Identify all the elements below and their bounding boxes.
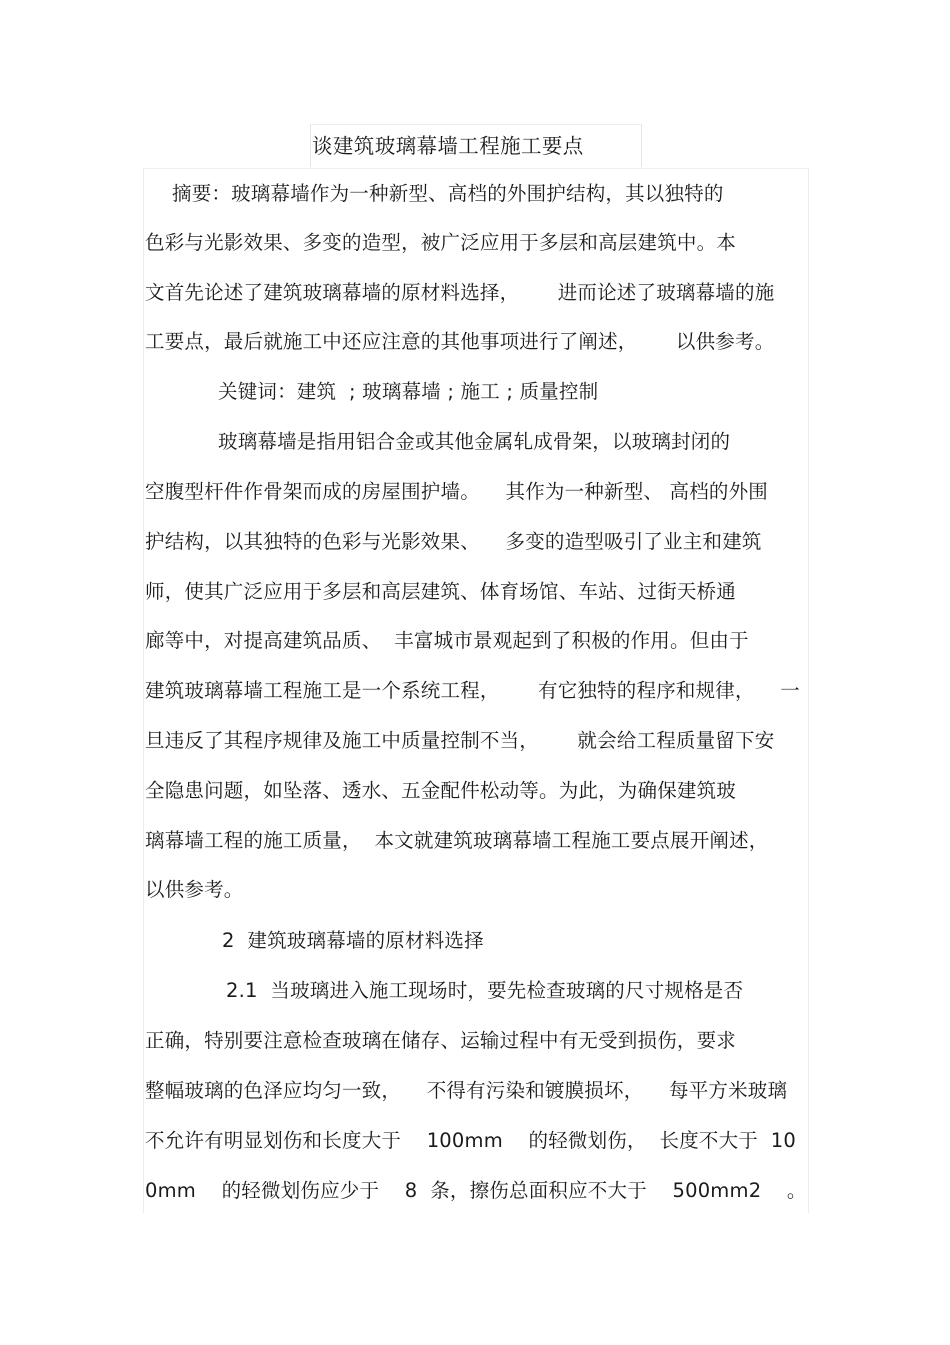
keywords-line: 关键词：建筑 ; 玻璃幕墙 ; 施工 ; 质量控制 xyxy=(218,380,599,403)
abstract-line: 文首先论述了建筑玻璃幕墙的原材料选择， 进而论述了玻璃幕墙的施 xyxy=(145,281,775,304)
paragraph-line: 护结构，以其独特的色彩与光影效果、 多变的造型吸引了业主和建筑 xyxy=(145,530,762,553)
paragraph-line: 师，使其广泛应用于多层和高层建筑、体育场馆、车站、过街天桥通 xyxy=(145,580,737,603)
subsection-line: 不允许有明显划伤和长度大于 100mm 的轻微划伤， 长度不大于 10 xyxy=(145,1129,797,1152)
paragraph-line: 玻璃幕墙是指用铝合金或其他金属轧成骨架，以玻璃封闭的 xyxy=(218,430,731,453)
document-title: 谈建筑玻璃幕墙工程施工要点 xyxy=(312,134,584,158)
abstract-line: 工要点，最后就施工中还应注意的其他事项进行了阐述， 以供参考。 xyxy=(145,330,775,353)
subsection-line: 2.1 当玻璃进入施工现场时，要先检查玻璃的尺寸规格是否 xyxy=(226,979,744,1002)
subsection-line: 0mm 的轻微划伤应少于 8 条，擦伤总面积应不大于 500mm2 。 xyxy=(145,1179,807,1202)
paragraph-line: 全隐患问题，如坠落、透水、五金配件松动等。为此，为确保建筑玻 xyxy=(145,779,737,802)
section-heading: 2 建筑玻璃幕墙的原材料选择 xyxy=(222,929,484,952)
abstract-line: 色彩与光影效果、多变的造型，被广泛应用于多层和高层建筑中。本 xyxy=(145,231,737,254)
paragraph-line: 空腹型杆件作骨架而成的房屋围护墙。 其作为一种新型、 高档的外围 xyxy=(145,480,768,503)
paragraph-line: 廊等中，对提高建筑品质、 丰富城市景观起到了积极的作用。但由于 xyxy=(145,629,749,652)
paragraph-line: 璃幕墙工程的施工质量， 本文就建筑玻璃幕墙工程施工要点展开阐述， xyxy=(145,829,769,852)
paragraph-line: 旦违反了其程序规律及施工中质量控制不当， 就会给工程质量留下安 xyxy=(145,729,775,752)
subsection-line: 正确，特别要注意检查玻璃在储存、运输过程中有无受到损伤，要求 xyxy=(145,1029,737,1052)
paragraph-line: 建筑玻璃幕墙工程施工是一个系统工程， 有它独特的程序和规律， 一 xyxy=(145,679,800,702)
subsection-line: 整幅玻璃的色泽应均匀一致， 不得有污染和镀膜损坏， 每平方米玻璃 xyxy=(145,1079,788,1102)
paragraph-line: 以供参考。 xyxy=(145,878,244,901)
abstract-line: 摘要：玻璃幕墙作为一种新型、高档的外围护结构，其以独特的 xyxy=(172,182,724,205)
